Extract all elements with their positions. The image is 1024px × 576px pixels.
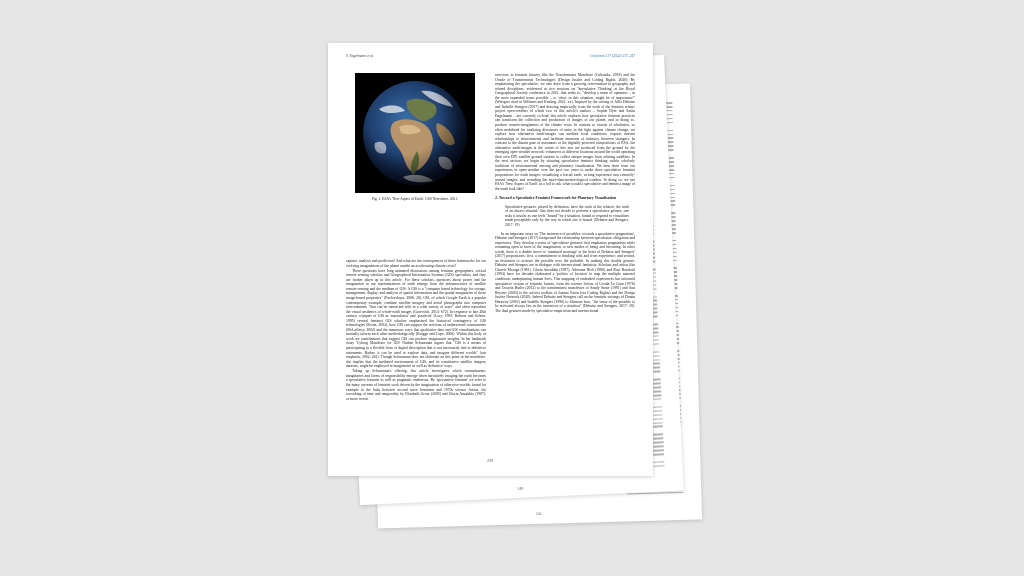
section-heading: 2. Toward a Speculative Feminist Framework for Planetary Visualisation — [495, 196, 617, 201]
page-number: 240 — [517, 485, 524, 491]
running-header-left: S. Engelmann et al. — [346, 54, 375, 58]
figure — [346, 73, 484, 201]
paragraph: capture, analysis and prediction? And what are the consequences of these frameworks for our evolving imaginations of the planet amidst an accelerating climate crisis? — [346, 259, 486, 268]
page-number: 239 — [487, 458, 493, 463]
block-quote: Speculative gestures, played by definition, have the truth of the relative, the truth of an always situated. One does not decide to perform a speculative gesture, one risks it insofar as one feels "bound" by a situation, bound to respond to virtualities made perceptible only by the way in which one is bound. (Debaise and Stengers, 2017: 19) — [505, 204, 629, 227]
figure-caption: Fig. 1. ESA's 'New Aspect of Earth', GSS Newsletter, 2021. — [372, 197, 458, 201]
earth-image — [355, 73, 475, 193]
earth-globe-icon — [355, 73, 475, 193]
paragraph: exercises in feminist futurity like the Xenofeminist Manifesto (Cuboniks, 2018) and the Oracle of Transfeminist Technologies (Design Justice and Coding Rights, 2020). By emphasizing the speculative, we also draw from a growing conversation in geography and related disciplines, evidenced in two sessions on 'Speculative Thinking' at the Royal Geographical Society conference in 2021, that seeks to, "develop a sense of openness – in the most expanded terms possible – to 'what, in this situation, might be of importance'" (Wiesgret cited in Williams and Keating, 2021: xx). Inspired by the writing of Júlio Debaise and Isabelle Stengers (2017) and drawing empirically from the work of the feminist artistic project open-weather of which two of this article's authors – Sophie Dyer and Sasha Engelmann – are currently co-lead, this article explores how speculative feminist practices can transform the collection and production of images of our planet, and in doing so, produce counter-imaginaries of the climate crisis. In contrast to visions of wholeness, so often mobilized for totalizing discourses of unity in the fight against climate change, we explore how alternative earth-images can mediate local conditions, express uneven relationships to environments and facilitate moments of intimacy between strangers. In contrast to the distant gaze of astronauts or the digitally powered compositions of ESA, the alternative earth-images at the centre of this text are produced from the ground by the emerging open-weather network: volunteers at different locations around the world operating their own DIY satellite ground stations to collect unique images from orbiting satellites. In the next section, we begin by situating speculative feminist thinking within scholarly traditions of environmental sensing and planetary visualization. We then draw from our experiences in open-weather over the past two years to make three speculative feminist propositions for earth images: visualizing a fractal earth; writing experience into remotely-sensed images; and rereading the more-than-meteorological weather. In doing so, we use ESA's 'New Aspect of Earth' as a foil to ask: what would a speculative and feminist image of the earth look like? — [495, 73, 635, 191]
running-header-right: Geoforum 137 (2022) 237–247 — [590, 54, 635, 58]
document-page-front — [328, 43, 653, 476]
page-number: 241 — [535, 510, 542, 517]
paragraph: In an important essay on 'The insistence of possibles: towards a speculative pragmatism', Debaise and Stengers (2017) foreground the relationship between speculation, obligation and experience. They develop a series of 'speculative gestures' that emphasize pragmatism while remaining open to lures of the imagination, or new modes of being and becoming. In other words, there is a double move or 'unnatural marriage' at the heart of Debaise and Stengers' (2017) propositions: first, a commitment to thinking with and from experience; and second, an invitation to activate the possible over the probable. In making this double gesture, Debaise and Stengers are in dialogue with intersectional feminists. Scholars and artists like Cherríe Moraga (1981), Gloria Anzaldúa (1987), Adrienne Rich (1986) and Rosi Braidotti (1994) have for decades elaborated a 'politics of location' to map the multiple material conditions underpinning human lives. This mapping of embodied experiences has informed speculative visions of feminist futures, from the science fiction of Ursula Le Guin (1976) and Octavia Butler (2012) to the transfeminist manifestos of Sandy Stone (1991) and Ana Reyano (2020) to the activist toolkits of Joanna Varon (via Coding Rights) and the Design Justice Network (2020). Indeed Debaise and Stengers call on the feminist writings of Donna Haraway (2016) and Isabelle Stengers (1996) to illustrate how, "the sense of the possible to be activated always lies in the interstices of a situation" (Debaise and Stengers, 2017: 18). The dual gestures made by speculative empiricism and intersectional — [495, 231, 635, 313]
paragraph: These questions have long animated discussions among feminist geographers, critical remote sensing scholars and Geographical Information Systems (GIS) specialists, and they are further taken up in this article. For these scholars, questions about power and the imagination to our representations of earth emerge from the infrastructures of satellite remote sensing and the medium of GIS. A GIS is a "computer based technology for storage, management, display, and analysis of spatial information and the spatial imaginaries of those image-based properties" (Pavlovskaya, 2006: 20), GIS, of which Google Earth is a popular contemporary example, combine satellite imagery and aerial photographs into computer environments, "that can be interacted with in a wide variety of ways" and often reproduce the visual aesthetics of whole-earth images (Gurevitch, 2014: 672). In response to late 20th century critiques of GIS as 'masculinist' and 'positivist' (Lacy, 1995; Roberts and Schein, 1995) several feminist GIS scholars emphasized the historical contingency of GIS technologies (Kwan, 2002), how GIS can support the activism of underserved communities (McLafferty, 2002) and the numerous ways that qualitative data and GIS visualizations can mutually inform each other methodologically (Knigge and Cope, 2006). Within this body of work are contributions that suggest GIS can produce imaginative insights. In her landmark essay 'Cyborg Manifesto for GIS' Nadine Schuurman argues that "GIS is a means of participating in a flexible form of digital description that is not necessarily tied to definitive statements. Rather, it can be used to explore data, and imagine different worlds" (our emphasis; 2002: 262). Though Schuurman does not elaborate on this point in the manifesto, she implies that the mediated environment of GIS, and its constitutive satellite imagery datasets, might be employed in imaginative as well as 'definitive' ways. — [346, 268, 486, 369]
right-column — [495, 73, 635, 314]
left-column — [346, 259, 486, 402]
paragraph: Taking up Schuurman's offering, this article investigates which commitments, imaginaries and forms of responsibility emerge when narratively imaging the earth becomes a speculative feminist as well as pragmatic endeavour. By 'speculative feminist' we refer to the many currents of feminist work driven by the imagination of otherwise-worlds, found for example in the links between second wave feminism and 1970s science fiction, the reworking of time and temporality by Elizabeth Grosz (2005) and Gloria Anzaldúa (1987), or more recent — [346, 369, 486, 401]
